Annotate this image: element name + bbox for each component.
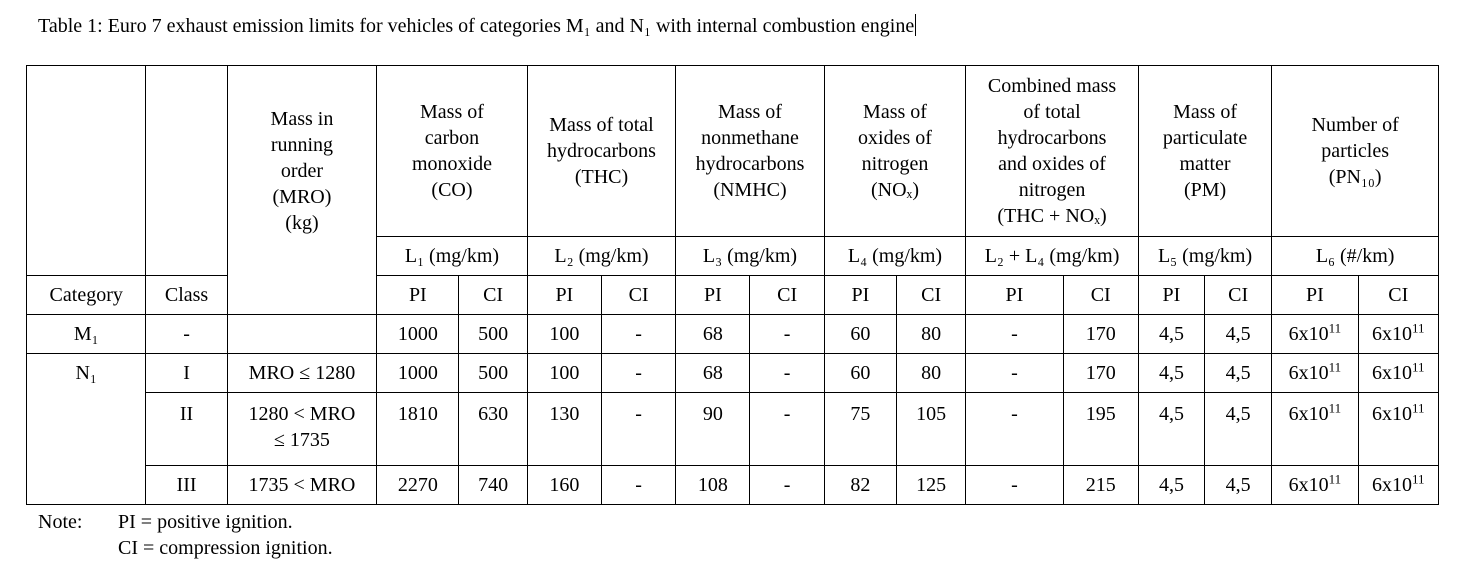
class-cell: - bbox=[146, 315, 227, 354]
mro-line: 1280 < MRO bbox=[248, 403, 356, 425]
header-thc-nox-line: and oxides of bbox=[998, 153, 1106, 175]
table-caption bbox=[38, 14, 916, 38]
header-nox bbox=[824, 66, 966, 237]
thc-ci-cell: - bbox=[601, 466, 675, 505]
pi-label: PI bbox=[1272, 276, 1358, 315]
pm-ci-cell: 4,5 bbox=[1205, 315, 1272, 354]
header-nmhc-line: Mass of bbox=[718, 101, 782, 123]
header-nox-line: oxides of bbox=[858, 127, 932, 149]
nox-pi-cell: 75 bbox=[824, 393, 896, 466]
thc-nox-pi-cell: - bbox=[966, 354, 1063, 393]
pn-exponent: 11 bbox=[1412, 471, 1425, 487]
pn-pi-cell bbox=[1272, 315, 1358, 354]
nmhc-ci-cell: - bbox=[750, 315, 824, 354]
thc-pi-cell: 100 bbox=[527, 354, 601, 393]
mro-line: ≤ 1735 bbox=[273, 429, 330, 451]
thc-ci-cell: - bbox=[601, 393, 675, 466]
nox-pi-cell: 60 bbox=[824, 315, 896, 354]
header-nmhc-line: hydrocarbons bbox=[695, 153, 805, 175]
co-ci-cell: 740 bbox=[459, 466, 527, 505]
header-thc-nox-line: nitrogen bbox=[1018, 179, 1086, 201]
thc-ci-cell: - bbox=[601, 315, 675, 354]
ci-label: CI bbox=[897, 276, 966, 315]
header-empty-class bbox=[146, 66, 227, 237]
category-header: Category bbox=[27, 276, 146, 315]
pn-ci-cell bbox=[1358, 354, 1438, 393]
mro-empty bbox=[227, 276, 377, 315]
note-line: PI = positive ignition. bbox=[118, 511, 293, 533]
note-line: CI = compression ignition. bbox=[118, 537, 333, 559]
pn-pi-cell bbox=[1272, 354, 1358, 393]
category-cell: N₁ bbox=[27, 354, 146, 393]
table-row bbox=[27, 315, 1439, 354]
thc-nox-pi-cell: - bbox=[966, 315, 1063, 354]
header-mro-line: running bbox=[270, 133, 334, 156]
header-nox-line: Mass of bbox=[863, 101, 927, 123]
pn-base: 6x10 bbox=[1288, 474, 1329, 496]
thc-ci-cell: - bbox=[601, 354, 675, 393]
header-co-line: Mass of bbox=[420, 101, 484, 123]
pn-base: 6x10 bbox=[1288, 323, 1329, 345]
category-cell bbox=[27, 393, 146, 466]
unit-thc: L₂ (mg/km) bbox=[527, 237, 676, 276]
co-pi-cell: 1000 bbox=[377, 354, 459, 393]
co-ci-cell: 500 bbox=[459, 354, 527, 393]
pn-exponent: 11 bbox=[1328, 400, 1342, 416]
class-cell: II bbox=[146, 393, 227, 466]
ci-label: CI bbox=[459, 276, 527, 315]
thc-nox-pi-cell: - bbox=[966, 393, 1063, 466]
pn-pi-cell bbox=[1272, 393, 1358, 466]
thc-nox-pi-cell: - bbox=[966, 466, 1063, 505]
co-pi-cell: 1000 bbox=[377, 315, 459, 354]
nmhc-ci-cell: - bbox=[750, 393, 824, 466]
header-co-line: monoxide bbox=[411, 153, 492, 175]
pn-base: 6x10 bbox=[1372, 323, 1413, 345]
nox-pi-cell: 82 bbox=[824, 466, 896, 505]
unit-co: L₁ (mg/km) bbox=[377, 237, 528, 276]
header-nmhc-line: (NMHC) bbox=[713, 179, 787, 201]
header-mro-line: Mass in bbox=[270, 107, 334, 130]
class-cell: III bbox=[146, 466, 227, 505]
category-cell bbox=[27, 466, 146, 505]
mro-cell bbox=[227, 315, 377, 354]
category-cell: M₁ bbox=[27, 315, 146, 354]
units-empty-category bbox=[27, 237, 146, 276]
pi-label: PI bbox=[1138, 276, 1204, 315]
header-mro bbox=[227, 66, 377, 276]
pn-exponent: 11 bbox=[1328, 471, 1342, 487]
pn-ci-cell bbox=[1358, 315, 1438, 354]
pn-base: 6x10 bbox=[1288, 362, 1329, 384]
header-pn-line: Number of bbox=[1311, 114, 1399, 136]
header-row bbox=[27, 66, 1439, 237]
units-empty-class bbox=[146, 237, 227, 276]
co-pi-cell: 1810 bbox=[377, 393, 459, 466]
pm-ci-cell: 4,5 bbox=[1205, 466, 1272, 505]
pn-exponent: 11 bbox=[1412, 320, 1425, 336]
nox-ci-cell: 80 bbox=[897, 315, 966, 354]
ci-label: CI bbox=[1358, 276, 1438, 315]
pi-label: PI bbox=[966, 276, 1063, 315]
pn-exponent: 11 bbox=[1412, 400, 1425, 416]
ci-label: CI bbox=[601, 276, 675, 315]
pn-ci-cell bbox=[1358, 466, 1438, 505]
nmhc-pi-cell: 68 bbox=[676, 315, 750, 354]
co-ci-cell: 630 bbox=[459, 393, 527, 466]
pm-ci-cell: 4,5 bbox=[1205, 393, 1272, 466]
pm-pi-cell: 4,5 bbox=[1138, 393, 1204, 466]
pn-base: 6x10 bbox=[1288, 403, 1329, 425]
thc-pi-cell: 160 bbox=[527, 466, 601, 505]
thc-nox-ci-cell: 215 bbox=[1063, 466, 1138, 505]
co-ci-cell: 500 bbox=[459, 315, 527, 354]
header-thc-line: Mass of total bbox=[549, 114, 654, 136]
pi-label: PI bbox=[527, 276, 601, 315]
unit-thc-nox: L₂ + L₄ (mg/km) bbox=[966, 237, 1139, 276]
header-thc-nox-line: of total bbox=[1023, 101, 1081, 123]
header-nmhc bbox=[676, 66, 825, 237]
header-thc-nox-line: (THC + NOₓ) bbox=[997, 205, 1107, 227]
ignition-row bbox=[27, 276, 1439, 315]
mro-cell: 1735 < MRO bbox=[227, 466, 377, 505]
class-header: Class bbox=[146, 276, 227, 315]
unit-nox: L₄ (mg/km) bbox=[824, 237, 966, 276]
header-pm-line: (PM) bbox=[1183, 179, 1227, 201]
header-co-line: (CO) bbox=[431, 179, 473, 201]
nox-pi-cell: 60 bbox=[824, 354, 896, 393]
table-row bbox=[27, 393, 1439, 466]
text-cursor bbox=[915, 14, 916, 36]
header-pn-line: (PN₁₀) bbox=[1328, 166, 1382, 188]
pm-pi-cell: 4,5 bbox=[1138, 315, 1204, 354]
header-pm-line: Mass of bbox=[1173, 101, 1237, 123]
header-pn bbox=[1272, 66, 1439, 237]
co-pi-cell: 2270 bbox=[377, 466, 459, 505]
header-thc-nox-line: hydrocarbons bbox=[997, 127, 1107, 149]
ci-label: CI bbox=[1205, 276, 1272, 315]
table-row bbox=[27, 466, 1439, 505]
nmhc-ci-cell: - bbox=[750, 354, 824, 393]
thc-pi-cell: 130 bbox=[527, 393, 601, 466]
pn-pi-cell bbox=[1272, 466, 1358, 505]
pn-base: 6x10 bbox=[1372, 474, 1413, 496]
mro-cell: MRO ≤ 1280 bbox=[227, 354, 377, 393]
nox-ci-cell: 105 bbox=[897, 393, 966, 466]
header-nmhc-line: nonmethane bbox=[701, 127, 799, 149]
pm-pi-cell: 4,5 bbox=[1138, 466, 1204, 505]
unit-pn: L₆ (#/km) bbox=[1272, 237, 1439, 276]
header-thc-line: (THC) bbox=[574, 166, 629, 188]
ci-label: CI bbox=[1063, 276, 1138, 315]
caption-text: Table 1: Euro 7 exhaust emission limits for vehicles of categories M₁ and N₁ with internal combustion engine bbox=[38, 15, 915, 37]
thc-nox-ci-cell: 170 bbox=[1063, 354, 1138, 393]
header-mro-line: (MRO) bbox=[272, 185, 332, 208]
header-thc-line: hydrocarbons bbox=[547, 140, 656, 162]
class-cell: I bbox=[146, 354, 227, 393]
emission-limits-table bbox=[26, 65, 1439, 505]
pm-ci-cell: 4,5 bbox=[1205, 354, 1272, 393]
header-thc bbox=[527, 66, 676, 237]
header-thc-nox-line: Combined mass bbox=[987, 75, 1117, 97]
thc-nox-ci-cell: 170 bbox=[1063, 315, 1138, 354]
header-mro-line: (kg) bbox=[285, 211, 319, 234]
table-row bbox=[27, 354, 1439, 393]
nox-ci-cell: 80 bbox=[897, 354, 966, 393]
mro-cell bbox=[227, 393, 377, 466]
pn-base: 6x10 bbox=[1372, 362, 1413, 384]
pn-exponent: 11 bbox=[1412, 359, 1425, 375]
pi-label: PI bbox=[377, 276, 459, 315]
header-co bbox=[377, 66, 528, 237]
header-pm-line: particulate bbox=[1162, 127, 1248, 149]
pn-exponent: 11 bbox=[1328, 359, 1342, 375]
header-nox-line: nitrogen bbox=[861, 153, 929, 175]
thc-pi-cell: 100 bbox=[527, 315, 601, 354]
nox-ci-cell: 125 bbox=[897, 466, 966, 505]
header-co-line: carbon bbox=[424, 127, 480, 149]
nmhc-pi-cell: 90 bbox=[676, 393, 750, 466]
thc-nox-ci-cell: 195 bbox=[1063, 393, 1138, 466]
pi-label: PI bbox=[824, 276, 896, 315]
nmhc-ci-cell: - bbox=[750, 466, 824, 505]
header-empty-category bbox=[27, 66, 146, 237]
unit-nmhc: L₃ (mg/km) bbox=[676, 237, 825, 276]
header-pm-line: matter bbox=[1179, 153, 1231, 175]
header-thc-nox bbox=[966, 66, 1139, 237]
pn-ci-cell bbox=[1358, 393, 1438, 466]
header-pn-line: particles bbox=[1321, 140, 1390, 162]
header-nox-line: (NOₓ) bbox=[870, 179, 919, 201]
pi-label: PI bbox=[676, 276, 750, 315]
pn-exponent: 11 bbox=[1328, 320, 1342, 336]
pn-base: 6x10 bbox=[1372, 403, 1413, 425]
ci-label: CI bbox=[750, 276, 824, 315]
nmhc-pi-cell: 108 bbox=[676, 466, 750, 505]
header-mro-line: order bbox=[280, 159, 324, 182]
nmhc-pi-cell: 68 bbox=[676, 354, 750, 393]
header-pm bbox=[1138, 66, 1271, 237]
pm-pi-cell: 4,5 bbox=[1138, 354, 1204, 393]
note-label: Note: bbox=[38, 511, 83, 533]
unit-pm: L₅ (mg/km) bbox=[1138, 237, 1271, 276]
